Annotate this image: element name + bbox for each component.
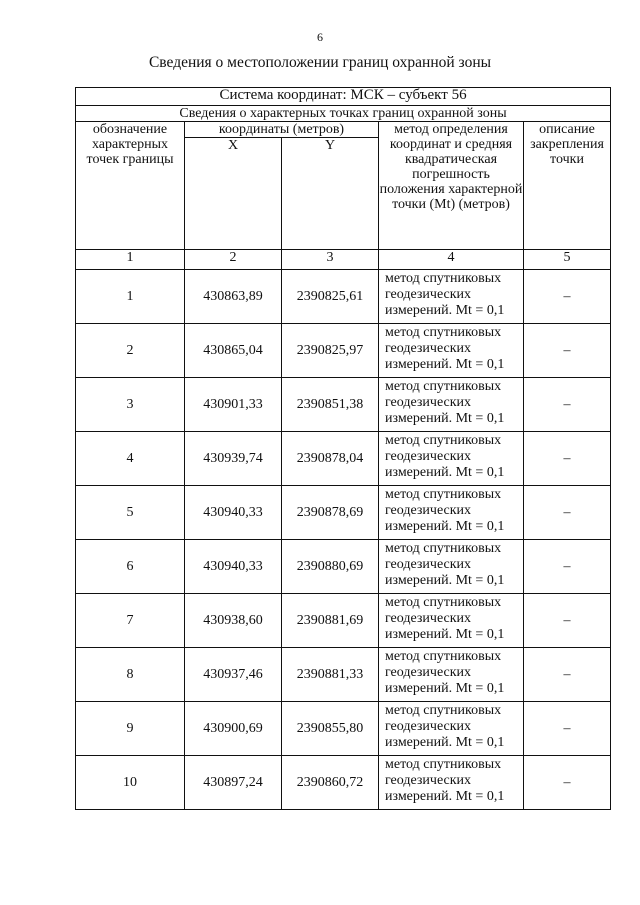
header-coordinates: координаты (метров) [185, 122, 379, 138]
header-method: метод определения координат и средняя квадратическая погрешность положения характерной точки (Mt) (метров) [379, 122, 524, 250]
header-point: обозначение характерных точек границы [76, 122, 185, 250]
y-coordinate-cell: 2390881,33 [282, 648, 379, 702]
method-cell: метод спутниковых геодезических измерений. Mt = 0,1 [379, 648, 524, 702]
table-row [76, 594, 611, 648]
point-cell: 10 [76, 756, 185, 810]
method-cell: метод спутниковых геодезических измерений. Mt = 0,1 [379, 324, 524, 378]
method-cell: метод спутниковых геодезических измерений. Mt = 0,1 [379, 378, 524, 432]
y-coordinate-cell: 2390878,04 [282, 432, 379, 486]
column-number: 4 [379, 250, 524, 270]
description-cell: – [524, 432, 611, 486]
method-cell: метод спутниковых геодезических измерений. Mt = 0,1 [379, 540, 524, 594]
point-cell: 5 [76, 486, 185, 540]
y-coordinate-cell: 2390860,72 [282, 756, 379, 810]
description-cell: – [524, 324, 611, 378]
method-cell: метод спутниковых геодезических измерений. Mt = 0,1 [379, 486, 524, 540]
coordinates-table [75, 87, 611, 810]
point-cell: 3 [76, 378, 185, 432]
point-cell: 8 [76, 648, 185, 702]
header-x: X [185, 138, 282, 250]
method-cell: метод спутниковых геодезических измерений. Mt = 0,1 [379, 432, 524, 486]
point-cell: 2 [76, 324, 185, 378]
header-y: Y [282, 138, 379, 250]
coordinate-system-row: Система координат: МСК – субъект 56 [76, 88, 611, 106]
description-cell: – [524, 648, 611, 702]
column-number: 5 [524, 250, 611, 270]
description-cell: – [524, 756, 611, 810]
point-cell: 4 [76, 432, 185, 486]
point-cell: 6 [76, 540, 185, 594]
y-coordinate-cell: 2390851,38 [282, 378, 379, 432]
column-number: 3 [282, 250, 379, 270]
description-cell: – [524, 270, 611, 324]
x-coordinate-cell: 430900,69 [185, 702, 282, 756]
page-number: 6 [317, 30, 323, 44]
description-cell: – [524, 702, 611, 756]
table-row [76, 378, 611, 432]
method-cell: метод спутниковых геодезических измерений. Mt = 0,1 [379, 270, 524, 324]
column-number: 1 [76, 250, 185, 270]
x-coordinate-cell: 430863,89 [185, 270, 282, 324]
description-cell: – [524, 594, 611, 648]
point-cell: 7 [76, 594, 185, 648]
table-row [76, 270, 611, 324]
method-cell: метод спутниковых геодезических измерений. Mt = 0,1 [379, 594, 524, 648]
y-coordinate-cell: 2390855,80 [282, 702, 379, 756]
x-coordinate-cell: 430939,74 [185, 432, 282, 486]
y-coordinate-cell: 2390880,69 [282, 540, 379, 594]
table-row [76, 432, 611, 486]
x-coordinate-cell: 430897,24 [185, 756, 282, 810]
y-coordinate-cell: 2390878,69 [282, 486, 379, 540]
table-row [76, 540, 611, 594]
table-row [76, 486, 611, 540]
header-description: описание закрепления точки [524, 122, 611, 250]
y-coordinate-cell: 2390825,97 [282, 324, 379, 378]
table-subtitle-row: Сведения о характерных точках границ охранной зоны [76, 106, 611, 122]
x-coordinate-cell: 430940,33 [185, 486, 282, 540]
description-cell: – [524, 378, 611, 432]
description-cell: – [524, 486, 611, 540]
x-coordinate-cell: 430938,60 [185, 594, 282, 648]
x-coordinate-cell: 430901,33 [185, 378, 282, 432]
x-coordinate-cell: 430865,04 [185, 324, 282, 378]
table-row [76, 702, 611, 756]
column-number: 2 [185, 250, 282, 270]
point-cell: 1 [76, 270, 185, 324]
x-coordinate-cell: 430937,46 [185, 648, 282, 702]
table-row [76, 324, 611, 378]
point-cell: 9 [76, 702, 185, 756]
table-row [76, 756, 611, 810]
description-cell: – [524, 540, 611, 594]
method-cell: метод спутниковых геодезических измерений. Mt = 0,1 [379, 756, 524, 810]
y-coordinate-cell: 2390881,69 [282, 594, 379, 648]
y-coordinate-cell: 2390825,61 [282, 270, 379, 324]
column-numbers-row [76, 250, 611, 270]
table-row [76, 648, 611, 702]
method-cell: метод спутниковых геодезических измерений. Mt = 0,1 [379, 702, 524, 756]
document-title: Сведения о местоположении границ охранной зоны [148, 54, 492, 71]
x-coordinate-cell: 430940,33 [185, 540, 282, 594]
